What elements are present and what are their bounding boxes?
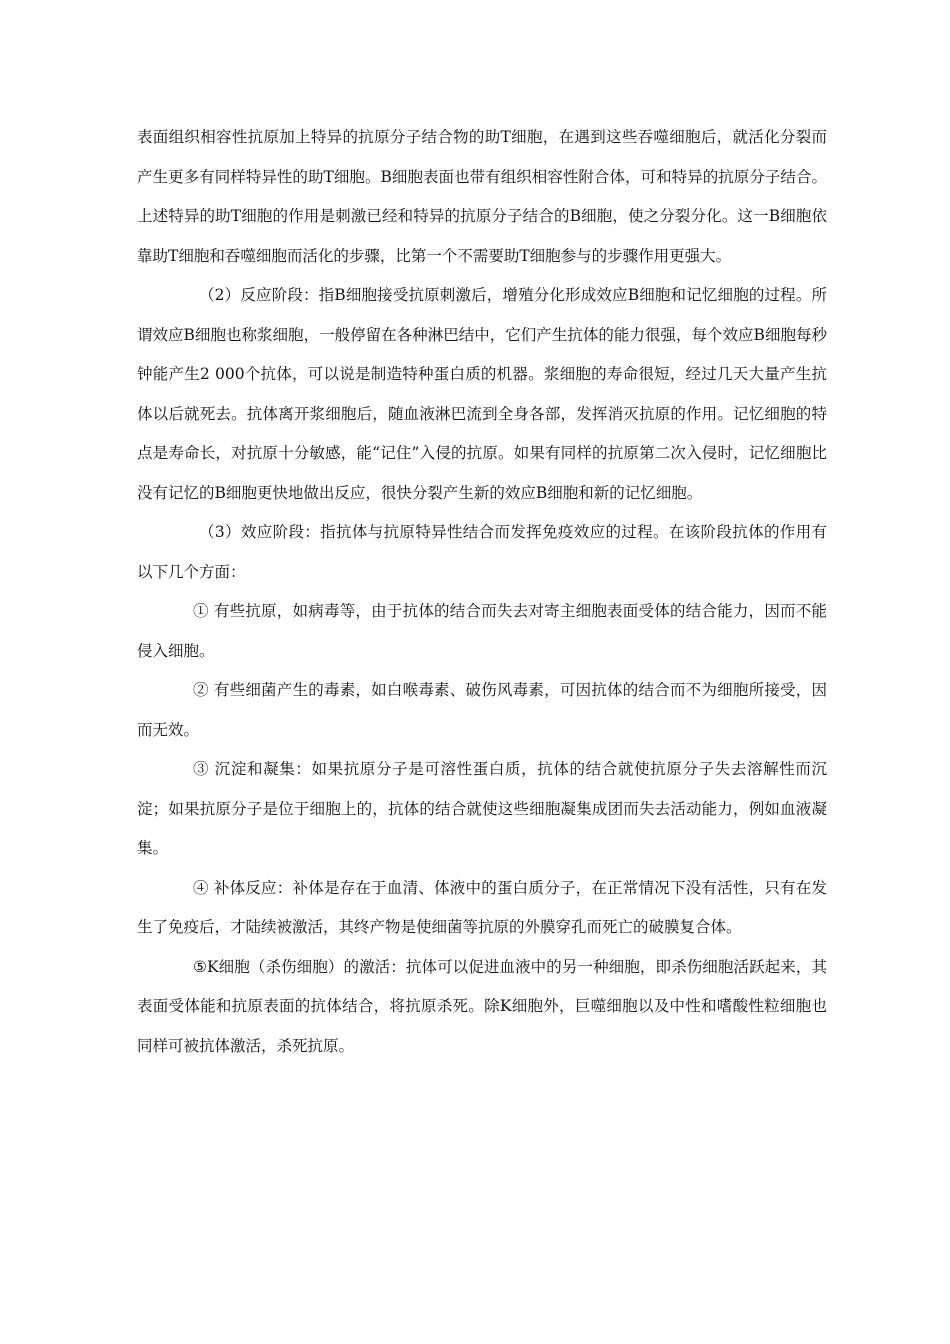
paragraph-effector-stage: （3）效应阶段：指抗体与抗原特异性结合而发挥免疫效应的过程。在该阶段抗体的作用有以下几个方面： [137,523,827,581]
list-item-antibody-effect-1: ① 有些抗原，如病毒等，由于抗体的结合而失去对寄主细胞表面受体的结合能力，因而不能侵入细胞。 [137,602,827,660]
list-item-antibody-effect-4: ④ 补体反应：补体是存在于血清、体液中的蛋白质分子，在正常情况下没有活性，只有在发生了免疫后，才陆续被激活，其终产物是使细菌等抗原的外膜穿孔而死亡的破膜复合体。 [137,878,827,936]
list-item-antibody-effect-5: ⑤K细胞（杀伤细胞）的激活：抗体可以促进血液中的另一种细胞，即杀伤细胞活跃起来，其表面受体能和抗原表面的抗体结合，将抗原杀死。除K细胞外，巨噬细胞以及中性和嗜酸性粒细胞也同样可被抗体激活，杀死抗原。 [137,957,827,1055]
paragraph-response-stage: （2）反应阶段：指B细胞接受抗原刺激后，增殖分化形成效应B细胞和记忆细胞的过程。所谓效应B细胞也称浆细胞，一般停留在各种淋巴结中，它们产生抗体的能力很强，每个效应B细胞每秒钟能产生2 000个抗体，可以说是制造特种蛋白质的机器。浆细胞的寿命很短，经过几天大量产生抗体以后就死去。抗体离开浆细胞后，随血液淋巴流到全身各部，发挥消灭抗原的作用。记忆细胞的特点是寿命长，对抗原十分敏感，能“记住”入侵的抗原。如果有同样的抗原第二次入侵时，记忆细胞比没有记忆的B细胞更快地做出反应，很快分裂产生新的效应B细胞和新的记忆细胞。 [137,286,827,502]
paragraph-b-cell-activation: 表面组织相容性抗原加上特异的抗原分子结合物的助T细胞，在遇到这些吞噬细胞后，就活化分裂而产生更多有同样特异性的助T细胞。B细胞表面也带有组织相容性附合体，可和特异的抗原分子结合。上述特异的助T细胞的作用是刺激已经和特异的抗原分子结合的B细胞，使之分裂分化。这一B细胞依靠助T细胞和吞噬细胞而活化的步骤，比第一个不需要助T细胞参与的步骤作用更强大。 [137,128,827,265]
list-item-antibody-effect-3: ③ 沉淀和凝集：如果抗原分子是可溶性蛋白质，抗体的结合就使抗原分子失去溶解性而沉淀；如果抗原分子是位于细胞上的，抗体的结合就使这些细胞凝集成团而失去活动能力，例如血液凝集。 [137,760,827,857]
document-page [137,118,827,1066]
list-item-antibody-effect-2: ② 有些细菌产生的毒素，如白喉毒素、破伤风毒素，可因抗体的结合而不为细胞所接受，因而无效。 [137,681,827,739]
